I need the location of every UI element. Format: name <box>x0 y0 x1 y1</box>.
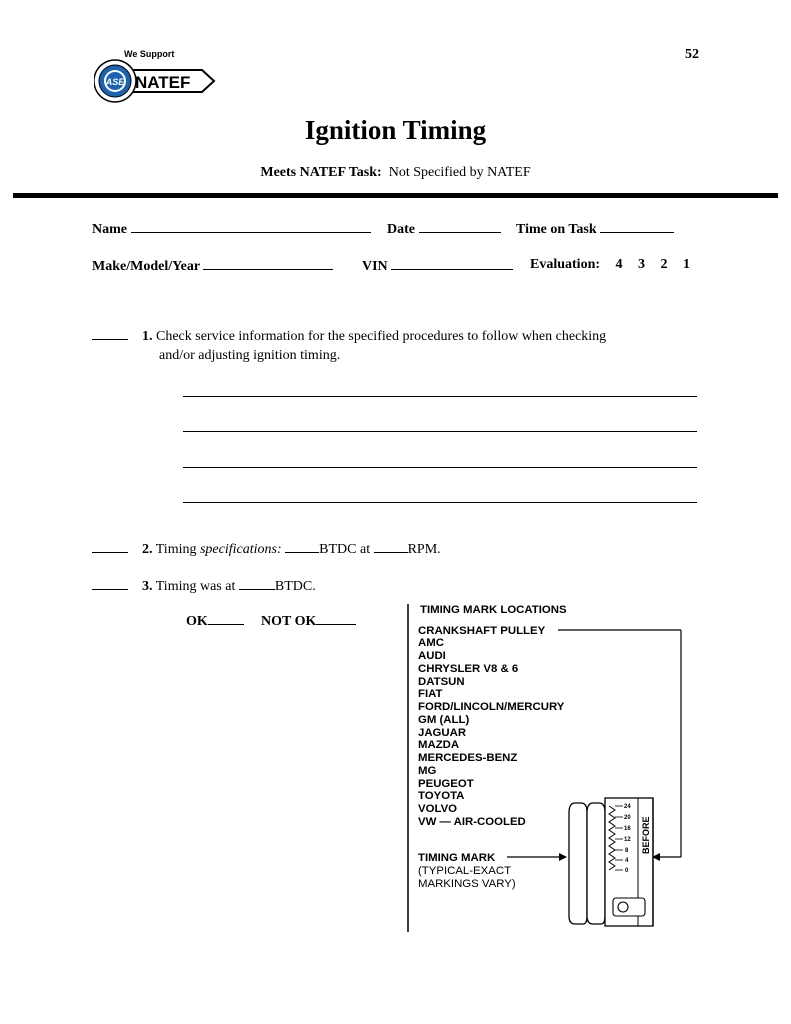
make-item: VOLVO <box>418 803 458 815</box>
item-3-text-a: Timing was at <box>155 579 236 594</box>
time-on-task-field[interactable] <box>516 220 674 238</box>
task-item-3 <box>92 577 316 596</box>
time-on-task-label: Time on Task <box>516 222 597 237</box>
rpm-blank[interactable] <box>374 540 408 553</box>
make-item: MG <box>418 765 437 777</box>
make-item: MERCEDES-BENZ <box>418 752 518 764</box>
natef-task-line <box>0 165 791 181</box>
item-1-text-line1: Check service information for the specified procedures to follow when checking <box>156 329 607 344</box>
vin-blank[interactable] <box>391 257 513 270</box>
item-2-text-em: specifications: <box>199 542 282 557</box>
make-model-year-field[interactable] <box>92 257 333 275</box>
ase-natef-logo <box>94 46 222 108</box>
make-item: JAGUAR <box>418 727 467 739</box>
make-item: AUDI <box>418 650 446 662</box>
not-ok-label: NOT OK <box>261 614 317 629</box>
scale-number: 20 <box>624 815 631 821</box>
evaluation-score-2[interactable]: 2 <box>660 257 668 272</box>
btdc-blank[interactable] <box>285 540 319 553</box>
item-2-text-c: RPM. <box>407 542 441 557</box>
make-item: AMC <box>418 637 444 649</box>
make-model-year-blank[interactable] <box>203 257 333 270</box>
vin-field[interactable] <box>362 257 513 275</box>
ok-label: OK <box>186 614 208 629</box>
evaluation-field <box>530 257 690 273</box>
task-item-2 <box>92 540 441 559</box>
vehicle-make-list <box>418 637 565 828</box>
timing-mark-arrow-head <box>559 853 567 861</box>
answer-line-3[interactable] <box>183 467 697 468</box>
timing-mark-diagram <box>403 598 703 934</box>
item-3-number: 3. <box>142 579 153 594</box>
evaluation-label: Evaluation: <box>530 257 601 272</box>
ok-blank[interactable] <box>208 612 244 625</box>
date-label: Date <box>387 222 415 237</box>
page-number: 52 <box>685 47 699 62</box>
name-blank[interactable] <box>131 220 371 233</box>
item-2-number: 2. <box>142 542 153 557</box>
name-label: Name <box>92 222 127 237</box>
item-2-text-b: BTDC at <box>319 542 371 557</box>
diagram-heading: TIMING MARK LOCATIONS <box>420 604 567 616</box>
make-item: DATSUN <box>418 676 465 688</box>
not-ok-blank[interactable] <box>316 612 356 625</box>
make-item: MAZDA <box>418 739 460 751</box>
date-blank[interactable] <box>419 220 501 233</box>
scale-number: 8 <box>625 848 629 854</box>
logo-badge: ASE <box>105 77 125 87</box>
item-1-checkbox-blank[interactable] <box>92 327 128 340</box>
item-2-text-a: Timing <box>155 542 200 557</box>
answer-line-4[interactable] <box>183 502 697 503</box>
task-value: Not Specified by NATEF <box>388 165 531 180</box>
timing-mark-label: TIMING MARK <box>418 852 496 864</box>
make-item: PEUGEOT <box>418 778 474 790</box>
task-item-1 <box>92 327 712 346</box>
scale-number: 16 <box>624 826 631 832</box>
header-divider <box>13 193 778 198</box>
scale-number: 24 <box>624 804 631 810</box>
vin-label: VIN <box>362 259 388 274</box>
diagram-pulley-label: CRANKSHAFT PULLEY <box>418 625 546 637</box>
scale-number: 12 <box>624 837 631 843</box>
logo-tagline: We Support <box>124 49 175 59</box>
make-item: FIAT <box>418 688 443 700</box>
task-label: Meets NATEF Task: <box>260 165 382 180</box>
ok-field[interactable] <box>186 612 244 630</box>
answer-line-1[interactable] <box>183 396 697 397</box>
scale-number: 4 <box>625 858 629 864</box>
diagram-note-line2: MARKINGS VARY) <box>418 878 516 890</box>
evaluation-score-3[interactable]: 3 <box>638 257 646 272</box>
make-item: FORD/LINCOLN/MERCURY <box>418 701 565 713</box>
diagram-note-line1: (TYPICAL-EXACT <box>418 865 512 877</box>
time-on-task-blank[interactable] <box>600 220 674 233</box>
logo-name: NATEF <box>135 73 191 92</box>
name-field[interactable] <box>92 220 371 238</box>
before-label: BEFORE <box>641 816 651 854</box>
item-1-number: 1. <box>142 329 153 344</box>
make-item: VW — AIR-COOLED <box>418 816 526 828</box>
item-3-text-b: BTDC. <box>274 579 316 594</box>
make-item: TOYOTA <box>418 790 465 802</box>
date-field[interactable] <box>387 220 501 238</box>
answer-line-2[interactable] <box>183 431 697 432</box>
make-item: GM (ALL) <box>418 714 470 726</box>
scale-number: 0 <box>625 868 629 874</box>
item-2-checkbox-blank[interactable] <box>92 540 128 553</box>
item-3-checkbox-blank[interactable] <box>92 577 128 590</box>
page-title: Ignition Timing <box>304 115 487 145</box>
evaluation-score-1[interactable]: 1 <box>683 257 691 272</box>
not-ok-field[interactable] <box>261 612 356 630</box>
timing-was-at-blank[interactable] <box>239 577 275 590</box>
item-1-text-line2: and/or adjusting ignition timing. <box>159 348 341 363</box>
make-item: CHRYSLER V8 & 6 <box>418 663 519 675</box>
evaluation-score-4[interactable]: 4 <box>615 257 623 272</box>
make-model-year-label: Make/Model/Year <box>92 259 200 274</box>
